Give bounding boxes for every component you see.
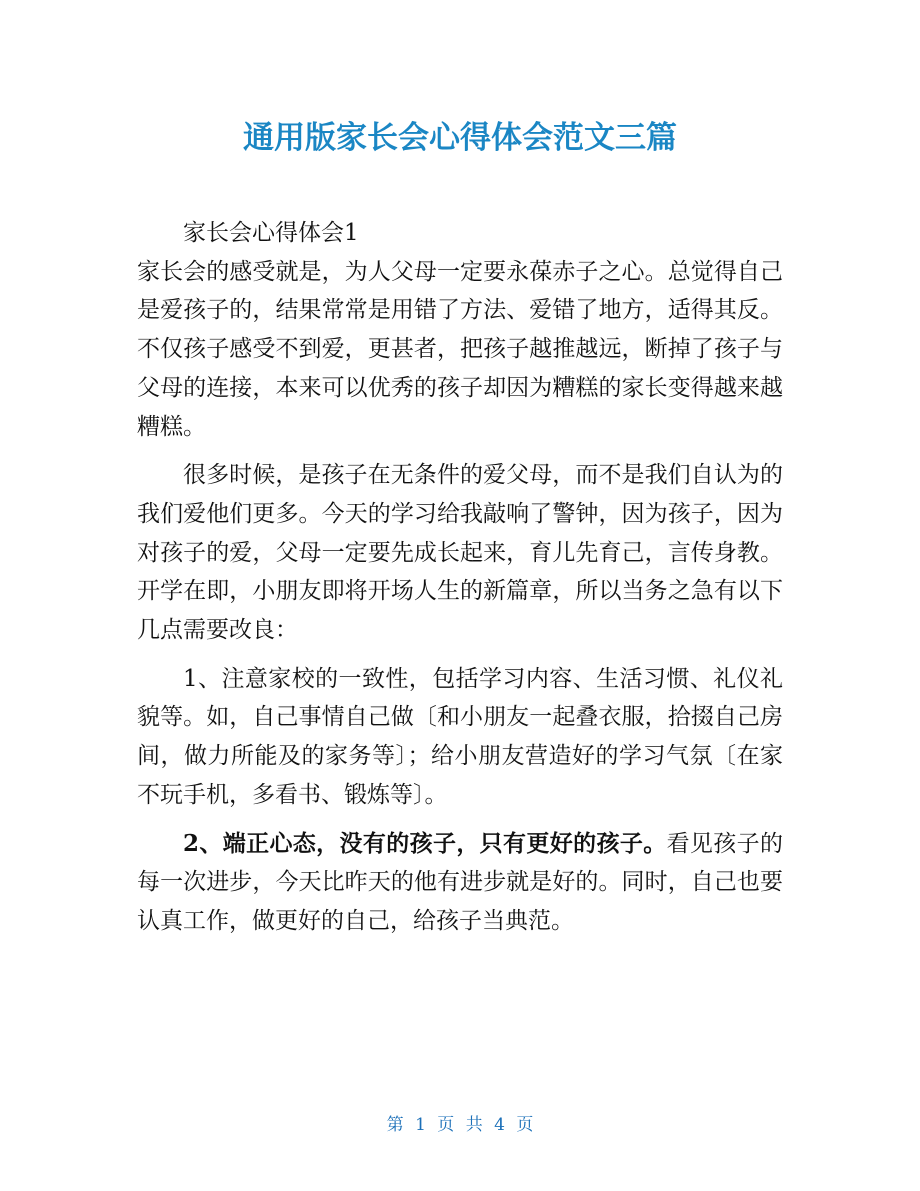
document-title: 通用版家长会心得体会范文三篇 [243, 120, 677, 156]
paragraph-2: 很多时候，是孩子在无条件的爱父母，而不是我们自认为的我们爱他们更多。今天的学习给我敲响了警钟，因为孩子，因为对孩子的爱，父母一定要先成长起来，育儿先育己，言传身教。开学在即，小朋友即将开场人生的新篇章，所以当务之急有以下几点需要改良： [137, 462, 783, 644]
section-heading: 家长会心得体会1 [183, 220, 359, 246]
paragraph-1: 家长会的感受就是，为人父母一定要永葆赤子之心。总觉得自己是爱孩子的，结果常常是用错了方法、爱错了地方，适得其反。不仅孩子感受不到爱，更甚者，把孩子越推越远，断掉了孩子与父母的连接，本来可以优秀的孩子却因为糟糕的家长变得越来越糟糕。 [137, 258, 783, 440]
paragraph-point-1: 1、注意家校的一致性，包括学习内容、生活习惯、礼仪礼貌等。如，自己事情自己做〔和小朋友一起叠衣服，拾掇自己房间，做力所能及的家务等〕；给小朋友营造好的学习气氛〔在家不玩手机，多看书、锻炼等〕。 [137, 665, 783, 808]
document-body [137, 214, 783, 941]
point-2-bold-lead: 2、端正心态，没有的孩子，只有更好的孩子。 [183, 829, 667, 857]
paragraph-point-2 [137, 825, 783, 941]
page-number-footer: 第 1 页 共 4 页 [386, 1115, 534, 1135]
point-2-text: 看见孩子的每一次进步，今天比昨天的他有进步就是好的。同时，自己也要认真工作，做更好的自己，给孩子当典范。 [137, 830, 783, 934]
